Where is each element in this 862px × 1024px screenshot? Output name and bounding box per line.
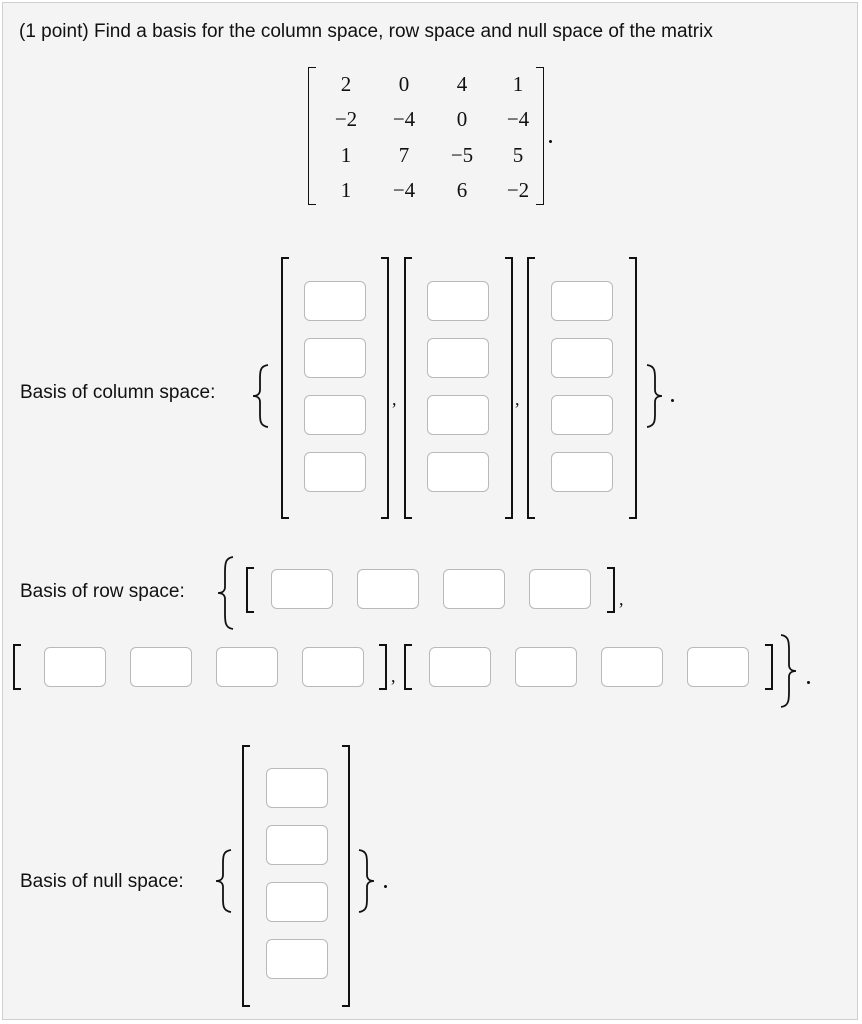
vector-right-bracket [629, 257, 637, 519]
matrix-cell: 5 [512, 143, 524, 167]
vector-left-bracket [527, 257, 535, 519]
right-brace-icon [643, 363, 665, 429]
matrix-cell: 2 [340, 72, 352, 96]
matrix-cell: 1 [340, 178, 352, 202]
column-basis-v2-entry-3[interactable] [427, 395, 489, 435]
matrix-left-bracket [308, 67, 316, 205]
left-brace-icon [250, 363, 272, 429]
column-basis-v1-entry-3[interactable] [304, 395, 366, 435]
point-value: (1 point) [19, 21, 89, 42]
matrix-cell: −4 [392, 178, 416, 202]
vector-left-bracket [404, 257, 412, 519]
column-basis-v3-entry-1[interactable] [551, 281, 613, 321]
row-basis-r2-entry-4[interactable] [302, 647, 364, 687]
column-basis-v2-entry-1[interactable] [427, 281, 489, 321]
comma: , [392, 389, 397, 409]
row-space-label: Basis of row space: [20, 581, 185, 602]
question-text [19, 21, 713, 43]
null-basis-v1-entry-4[interactable] [266, 939, 328, 979]
matrix-cell: 1 [340, 143, 352, 167]
column-basis-v1-entry-1[interactable] [304, 281, 366, 321]
matrix-cell: −2 [506, 178, 530, 202]
row-vector-right-bracket [379, 644, 387, 690]
row-vector-right-bracket [765, 644, 773, 690]
column-basis-v3-entry-3[interactable] [551, 395, 613, 435]
row-basis-r2-entry-3[interactable] [216, 647, 278, 687]
null-basis-v1-entry-2[interactable] [266, 825, 328, 865]
row-vector-left-bracket [246, 567, 254, 613]
left-brace-icon [213, 848, 235, 914]
column-basis-v1-entry-2[interactable] [304, 338, 366, 378]
period [671, 399, 674, 402]
matrix-cell: −4 [392, 107, 416, 131]
vector-right-bracket [505, 257, 513, 519]
vector-left-bracket [242, 745, 250, 1007]
row-vector-right-bracket [607, 567, 615, 613]
given-matrix [308, 67, 548, 207]
column-space-label: Basis of column space: [20, 382, 216, 403]
right-brace-icon [355, 848, 377, 914]
vector-right-bracket [342, 745, 350, 1007]
matrix-cell: 0 [456, 107, 468, 131]
vector-left-bracket [281, 257, 289, 519]
null-basis-v1-entry-3[interactable] [266, 882, 328, 922]
comma: , [391, 666, 396, 686]
row-vector-left-bracket [404, 644, 412, 690]
row-basis-r3-entry-2[interactable] [515, 647, 577, 687]
column-basis-v2-entry-2[interactable] [427, 338, 489, 378]
row-basis-r1-entry-3[interactable] [443, 569, 505, 609]
period [807, 681, 810, 684]
row-basis-r2-entry-1[interactable] [44, 647, 106, 687]
null-basis-v1-entry-1[interactable] [266, 768, 328, 808]
matrix-cell: 0 [398, 72, 410, 96]
matrix-cell: 7 [398, 143, 410, 167]
column-basis-v3-entry-4[interactable] [551, 452, 613, 492]
row-basis-r2-entry-2[interactable] [130, 647, 192, 687]
matrix-cell: 6 [456, 178, 468, 202]
comma: , [619, 589, 624, 609]
period [549, 140, 552, 143]
matrix-cell: 1 [512, 72, 524, 96]
column-basis-v2-entry-4[interactable] [427, 452, 489, 492]
row-basis-r1-entry-1[interactable] [271, 569, 333, 609]
row-basis-r3-entry-1[interactable] [429, 647, 491, 687]
row-basis-r3-entry-4[interactable] [687, 647, 749, 687]
column-basis-v1-entry-4[interactable] [304, 452, 366, 492]
problem-panel [2, 2, 858, 1020]
null-space-label: Basis of null space: [20, 871, 184, 892]
question-body: Find a basis for the column space, row space and null space of the matrix [93, 21, 713, 42]
matrix-cell: −4 [506, 107, 530, 131]
comma: , [515, 389, 520, 409]
right-brace-icon [777, 633, 799, 709]
row-basis-r1-entry-4[interactable] [529, 569, 591, 609]
matrix-cell: −5 [450, 143, 474, 167]
left-brace-icon [215, 555, 237, 631]
period [384, 885, 387, 888]
matrix-cell: 4 [456, 72, 468, 96]
row-vector-left-bracket [13, 644, 21, 690]
row-basis-r1-entry-2[interactable] [357, 569, 419, 609]
vector-right-bracket [381, 257, 389, 519]
matrix-cell: −2 [334, 107, 358, 131]
column-basis-v3-entry-2[interactable] [551, 338, 613, 378]
row-basis-r3-entry-3[interactable] [601, 647, 663, 687]
